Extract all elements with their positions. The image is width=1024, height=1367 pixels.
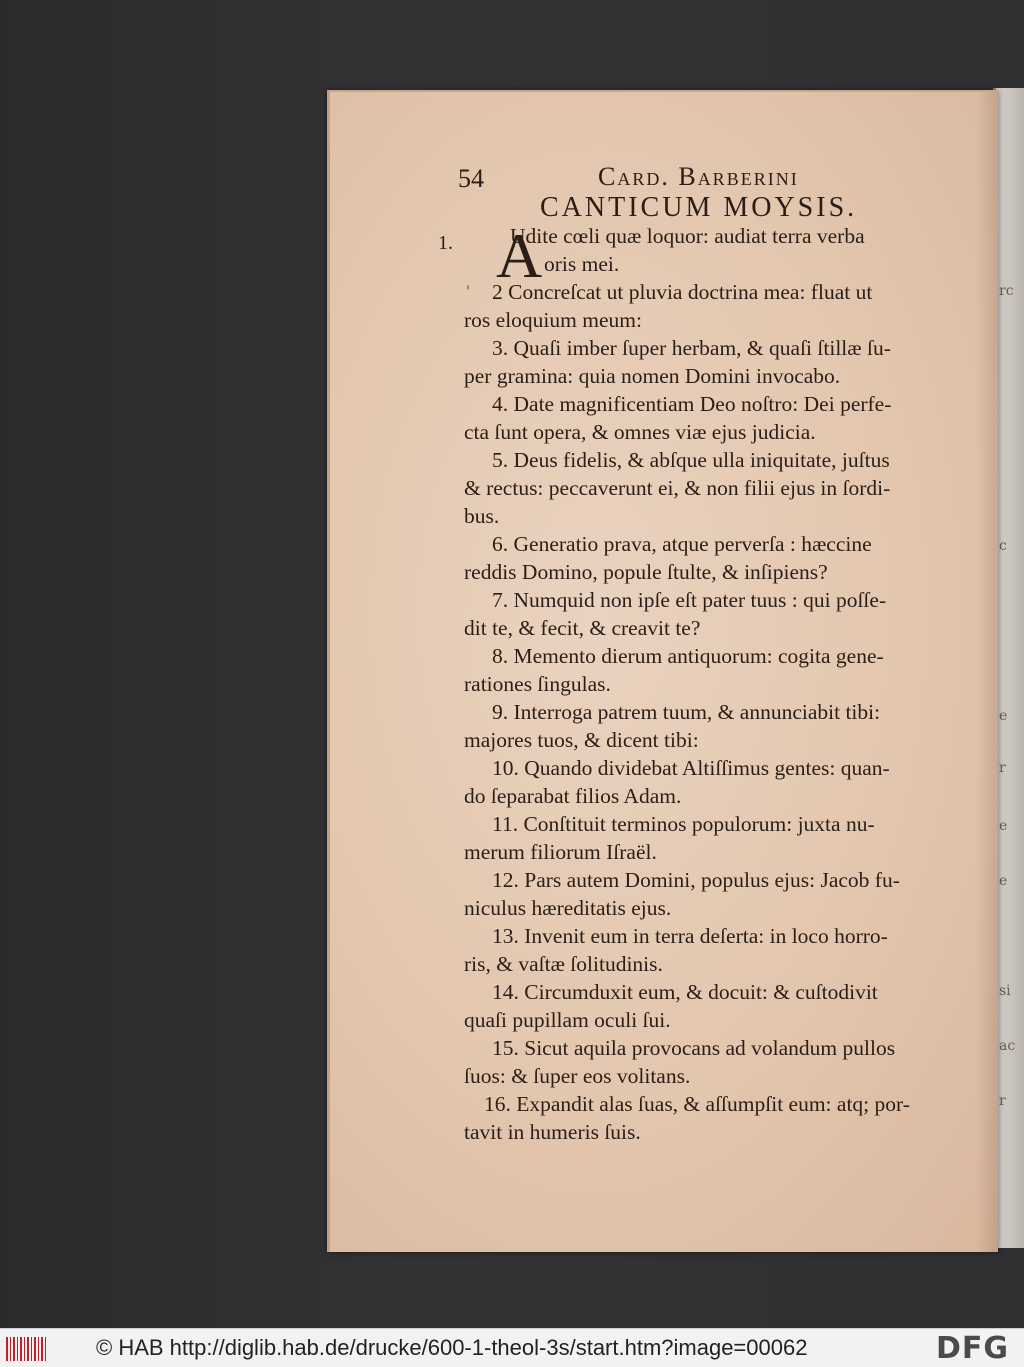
- text-line: 4. Date magnificentiam Deo noſtro: Dei perfe-: [492, 392, 892, 416]
- next-page-fragment: ac: [999, 1038, 1016, 1054]
- text-line: reddis Domino, popule ſtulte, & inſipiens?: [464, 560, 828, 584]
- stray-mark: ': [466, 284, 470, 300]
- next-page-fragment: si: [999, 983, 1011, 999]
- page-number: 54: [458, 164, 484, 193]
- running-head: Card. Barberini: [598, 162, 799, 191]
- verse-text: [464, 222, 984, 1146]
- text-line: rationes ſingulas.: [464, 672, 611, 696]
- text-line: dit te, & fecit, & creavit te?: [464, 616, 701, 640]
- dfg-logo: DFG: [936, 1331, 1010, 1366]
- text-line: 10. Quando dividebat Altiſſimus gentes: quan-: [492, 756, 890, 780]
- text-line: 5. Deus fidelis, & abſque ulla iniquitate, juſtus: [492, 448, 890, 472]
- next-page-fragment: e: [999, 873, 1008, 889]
- next-page-fragment: e: [999, 818, 1008, 834]
- next-page-fragment: c: [999, 538, 1007, 554]
- text-line: 3. Quaſi imber ſuper herbam, & quaſi ſtillæ ſu-: [492, 336, 891, 360]
- text-line: niculus hæreditatis ejus.: [464, 896, 672, 920]
- text-line: & rectus: peccaverunt ei, & non filii ejus in ſordi-: [464, 476, 891, 500]
- text-line: merum filiorum Iſraël.: [464, 840, 657, 864]
- text-line: Udite cœli quæ loquor: audiat terra verba: [510, 224, 865, 248]
- text-line: ros eloquium meum:: [464, 308, 642, 332]
- text-line: ris, & vaſtæ ſolitudinis.: [464, 952, 663, 976]
- next-page-fragment: e: [999, 708, 1008, 724]
- text-line: 7. Numquid non ipſe eſt pater tuus : qui poſſe-: [492, 588, 887, 612]
- text-line: 14. Circumduxit eum, & docuit: & cuſtodivit: [492, 980, 878, 1004]
- drop-cap: A: [496, 220, 543, 291]
- verse-number: 1.: [438, 232, 453, 254]
- text-line: tavit in humeris ſuis.: [464, 1120, 641, 1144]
- footer-bar: [0, 1328, 1024, 1367]
- source-url-link[interactable]: © HAB http://diglib.hab.de/drucke/600-1-theol-3s/start.htm?image=00062: [96, 1335, 808, 1360]
- text-line: 13. Invenit eum in terra deſerta: in loco horro-: [492, 924, 888, 948]
- text-line: 12. Pars autem Domini, populus ejus: Jacob fu-: [492, 868, 900, 892]
- text-line: do ſeparabat filios Adam.: [464, 784, 682, 808]
- text-line: 15. Sicut aquila provocans ad volandum pullos: [492, 1036, 896, 1060]
- text-line: cta ſunt opera, & omnes viæ ejus judicia.: [464, 420, 816, 444]
- text-line: oris mei.: [544, 252, 620, 276]
- text-line: 8. Memento dierum antiquorum: cogita gene-: [492, 644, 884, 668]
- book-page: [327, 90, 998, 1252]
- text-line: 9. Interroga patrem tuum, & annunciabit tibi:: [492, 700, 881, 724]
- text-line: 16. Expandit alas ſuas, & aſſumpſit eum: atq; por-: [484, 1092, 910, 1116]
- text-line: bus.: [464, 504, 500, 528]
- page-title: CANTICUM MOYSIS.: [540, 192, 858, 223]
- text-line: 6. Generatio prava, atque perverſa : hæccine: [492, 532, 872, 556]
- text-line: ſuos: & ſuper eos volitans.: [464, 1064, 691, 1088]
- next-page-fragment: rc: [999, 283, 1014, 299]
- text-line: per gramina: quia nomen Domini invocabo.: [464, 364, 841, 388]
- text-line: majores tuos, & dicent tibi:: [464, 728, 699, 752]
- text-line: 2 Concreſcat ut pluvia doctrina mea: fluat ut: [492, 280, 873, 304]
- text-line: quaſi pupillam oculi ſui.: [464, 1008, 671, 1032]
- text-line: 11. Conſtituit terminos populorum: juxta nu-: [492, 812, 875, 836]
- next-page-fragment: r: [999, 1093, 1006, 1109]
- page-header: [458, 160, 978, 196]
- hab-barcode-icon: [6, 1337, 46, 1361]
- next-page-fragment: r: [999, 760, 1006, 776]
